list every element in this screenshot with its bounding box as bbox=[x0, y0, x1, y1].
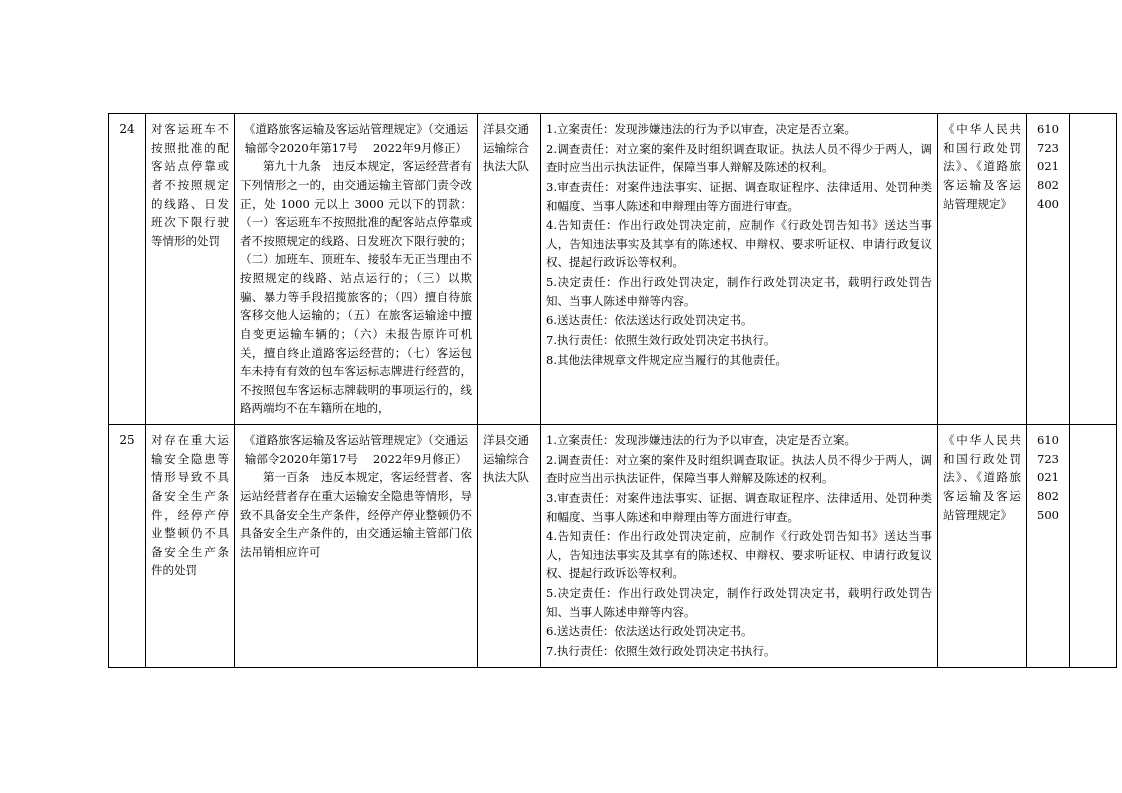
enforcement-org: 洋县交通运输综合执法大队 bbox=[478, 114, 541, 425]
legal-basis-cell bbox=[235, 114, 478, 425]
duty-item: 5.决定责任：作出行政处罚决定，制作行政处罚决定书，载明行政处罚告知、当事人陈述申辩等内容。 bbox=[546, 586, 932, 619]
duty-item: 2.调查责任：对立案的案件及时组织调查取证。执法人员不得少于两人，调查时应当出示执法证件，保障当事人辩解及陈述的权利。 bbox=[546, 141, 932, 175]
code-segment: 021 bbox=[1037, 470, 1059, 485]
code-segment: 802 bbox=[1037, 177, 1059, 192]
responsibility-cell bbox=[541, 114, 938, 425]
remarks-cell bbox=[1070, 114, 1117, 425]
duty-item: 3.审查责任：对案件违法事实、证据、调查取证程序、法律适用、处罚种类和幅度、当事人陈述和申辩理由等方面进行审查。 bbox=[546, 490, 932, 524]
duty-item: 8.其他法律规章文件规定应当履行的其他责任。 bbox=[546, 352, 787, 367]
responsibility-cell bbox=[541, 425, 938, 668]
penalty-item-name: 对存在重大运输安全隐患等情形导致不具备安全生产条件，经停产停业整顿仍不具备安全生产条件的处罚 bbox=[146, 425, 235, 668]
enforcement-org: 洋县交通运输综合执法大队 bbox=[478, 425, 541, 668]
duty-item: 2.调查责任：对立案的案件及时组织调查取证。执法人员不得少于两人，调查时应当出示执法证件，保障当事人辩解及陈述的权利。 bbox=[546, 452, 932, 486]
duty-item: 4.告知责任：作出行政处罚决定前，应制作《行政处罚告知书》送达当事人，告知违法事实及其享有的陈述权、申辩权、要求听证权、申请行政复议权、提起行政诉讼等权利。 bbox=[546, 218, 932, 270]
duty-item: 4.告知责任：作出行政处罚决定前，应制作《行政处罚告知书》送达当事人，告知违法事实及其享有的陈述权、申辩权、要求听证权、申请行政复议权、提起行政诉讼等权利。 bbox=[546, 529, 932, 581]
code-segment: 400 bbox=[1037, 196, 1059, 211]
item-code bbox=[1027, 425, 1070, 668]
duty-item: 6.送达责任：依法送达行政处罚决定书。 bbox=[546, 624, 753, 639]
row-number: 24 bbox=[109, 114, 146, 425]
code-segment: 500 bbox=[1037, 507, 1059, 522]
duty-item: 3.审查责任：对案件违法事实、证据、调查取证程序、法律适用、处罚种类和幅度、当事人陈述和申辩理由等方面进行审查。 bbox=[546, 179, 932, 213]
legal-basis-title: 《道路旅客运输及客运站管理规定》（交通运输部令2020年第17号 2022年9月修正） bbox=[243, 433, 469, 466]
code-segment: 021 bbox=[1037, 159, 1059, 174]
row-number: 25 bbox=[109, 425, 146, 668]
duty-item: 5.决定责任：作出行政处罚决定，制作行政处罚决定书，载明行政处罚告知、当事人陈述申辩等内容。 bbox=[546, 275, 932, 308]
code-segment: 610 bbox=[1037, 433, 1059, 447]
code-segment: 723 bbox=[1037, 451, 1059, 466]
legal-basis-title: 《道路旅客运输及客运站管理规定》（交通运输部令2020年第17号 2022年9月修正） bbox=[243, 122, 469, 155]
duty-item: 6.送达责任：依法送达行政处罚决定书。 bbox=[546, 313, 753, 328]
table-row bbox=[109, 425, 1117, 668]
remarks-cell bbox=[1070, 425, 1117, 668]
related-law: 《中华人民共和国行政处罚法》、《道路旅客运输及客运站管理规定》 bbox=[938, 425, 1027, 668]
code-segment: 723 bbox=[1037, 140, 1059, 155]
legal-basis-body: 第一百条 违反本规定，客运经营者、客运站经营者存在重大运输安全隐患等情形，导致不具备安全生产条件，经停产停业整顿仍不具备安全生产条件的，由交通运输主管部门依法吊销相应许可 bbox=[240, 470, 472, 559]
legal-basis-cell bbox=[235, 425, 478, 668]
penalty-item-name: 对客运班车不按照批准的配客站点停靠或者不按照规定的线路、日发班次下限行驶等情形的处罚 bbox=[146, 114, 235, 425]
duty-item: 7.执行责任：依照生效行政处罚决定书执行。 bbox=[546, 643, 776, 658]
regulation-table bbox=[108, 113, 1117, 668]
duty-item: 7.执行责任：依照生效行政处罚决定书执行。 bbox=[546, 332, 776, 347]
legal-basis-body: 第九十九条 违反本规定，客运经营者有下列情形之一的，由交通运输主管部门责令改正，处 1000 元以上 3000 元以下的罚款：（一）客运班车不按照批准的配客站点停靠或者不按照规定的线路、日发班次下限行驶的；（二）加班车、顶班车、接驳车无正当理由不按照规定的线路、站点运行的；（三）以欺骗、暴力等手段招揽旅客的；（四）擅自待旅客移交他人运输的；（五）在旅客运输途中擅自变更运输车辆的；（六）未报告原许可机关，擅自终止道路客运经营的；（七）客运包车未持有有效的包车客运标志牌进行经营的，不按照包车客运标志牌载明的事项运行的，线路两端均不在车籍所在地的， bbox=[240, 159, 472, 416]
code-segment: 610 bbox=[1037, 122, 1059, 136]
related-law: 《中华人民共和国行政处罚法》、《道路旅客运输及客运站管理规定》 bbox=[938, 114, 1027, 425]
code-segment: 802 bbox=[1037, 488, 1059, 503]
table-row bbox=[109, 114, 1117, 425]
item-code bbox=[1027, 114, 1070, 425]
duty-item: 1.立案责任：发现涉嫌违法的行为予以审查，决定是否立案。 bbox=[546, 433, 856, 447]
duty-item: 1.立案责任：发现涉嫌违法的行为予以审查，决定是否立案。 bbox=[546, 122, 856, 136]
